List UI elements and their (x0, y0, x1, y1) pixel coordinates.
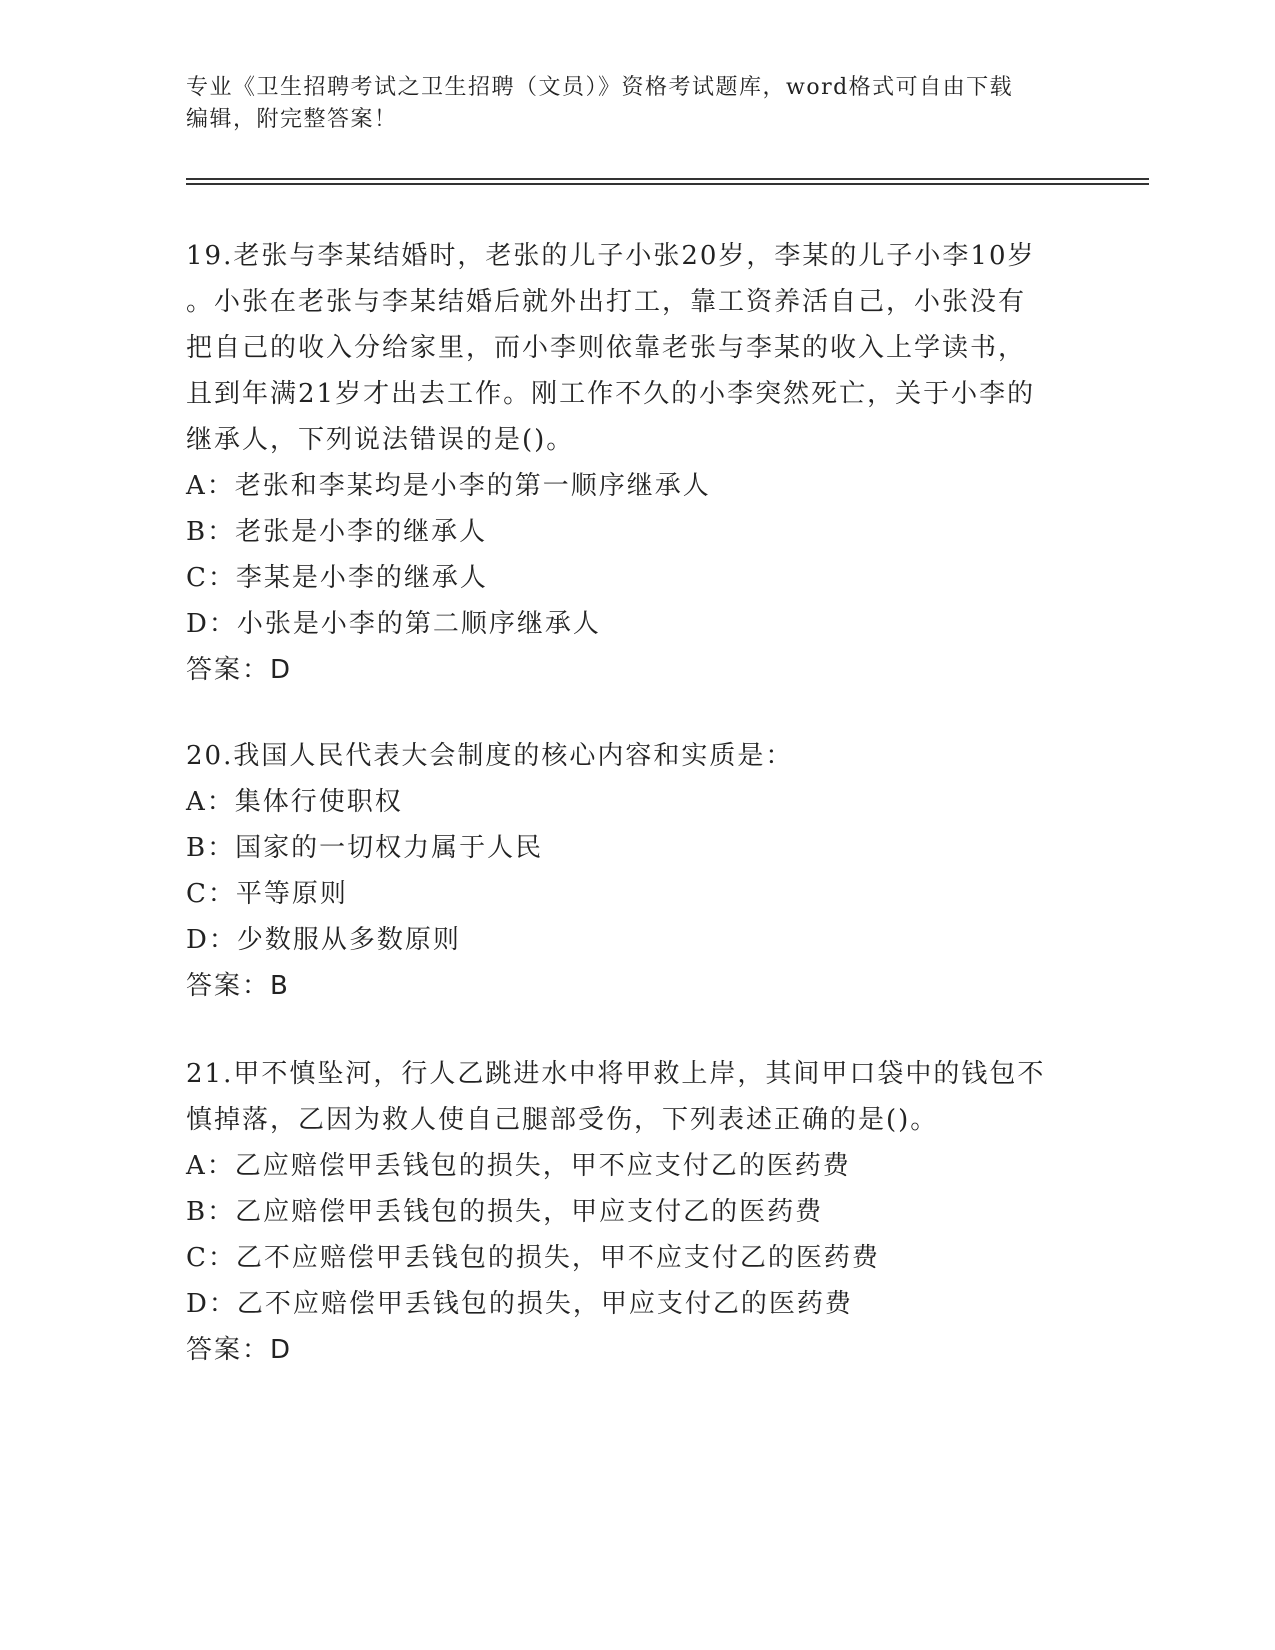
option-b: B：国家的一切权力属于人民 (186, 833, 544, 863)
question-stem-line: 慎掉落，乙因为救人使自己腿部受伤，下列表述正确的是()。 (186, 1105, 939, 1135)
question-stem-line: 。小张在老张与李某结婚后就外出打工，靠工资养活自己，小张没有 (186, 287, 1027, 317)
question-stem-line: 把自己的收入分给家里，而小李则依靠老张与李某的收入上学读书， (186, 333, 1027, 363)
question-stem-line: 21.甲不慎坠河，行人乙跳进水中将甲救上岸，其间甲口袋中的钱包不 (186, 1059, 1046, 1089)
document-header (186, 72, 1066, 136)
question-stem-line: 20.我国人民代表大会制度的核心内容和实质是： (186, 741, 794, 771)
option-a: A：集体行使职权 (186, 787, 403, 817)
option-a: A：乙应赔偿甲丢钱包的损失，甲不应支付乙的医药费 (186, 1151, 851, 1181)
question-stem-line: 继承人，下列说法错误的是()。 (186, 425, 575, 455)
answer: 答案：B (186, 971, 290, 1001)
option-d: D：少数服从多数原则 (186, 925, 461, 955)
option-d: D：乙不应赔偿甲丢钱包的损失，甲应支付乙的医药费 (186, 1289, 853, 1319)
option-c: C：平等原则 (186, 879, 348, 909)
question-stem-line: 且到年满21岁才出去工作。刚工作不久的小李突然死亡，关于小李的 (186, 379, 1036, 409)
header-divider-bottom (186, 183, 1149, 185)
answer: 答案：D (186, 1335, 293, 1365)
option-c: C：李某是小李的继承人 (186, 563, 488, 593)
option-a: A：老张和李某均是小李的第一顺序继承人 (186, 471, 711, 501)
option-b: B：乙应赔偿甲丢钱包的损失，甲应支付乙的医药费 (186, 1197, 824, 1227)
option-d: D：小张是小李的第二顺序继承人 (186, 609, 601, 639)
question-19 (186, 233, 1076, 693)
question-stem-line: 19.老张与李某结婚时，老张的儿子小张20岁，李某的儿子小李10岁 (186, 241, 1036, 271)
option-c: C：乙不应赔偿甲丢钱包的损失，甲不应支付乙的医药费 (186, 1243, 880, 1273)
option-b: B：老张是小李的继承人 (186, 517, 488, 547)
question-21 (186, 1051, 1076, 1373)
header-divider-top (186, 178, 1149, 180)
header-line-1: 专业《卫生招聘考试之卫生招聘（文员）》资格考试题库，word格式可自由下载 (186, 75, 1014, 100)
header-line-2: 编辑，附完整答案！ (186, 107, 398, 132)
question-20 (186, 733, 1076, 1009)
answer: 答案：D (186, 655, 293, 685)
